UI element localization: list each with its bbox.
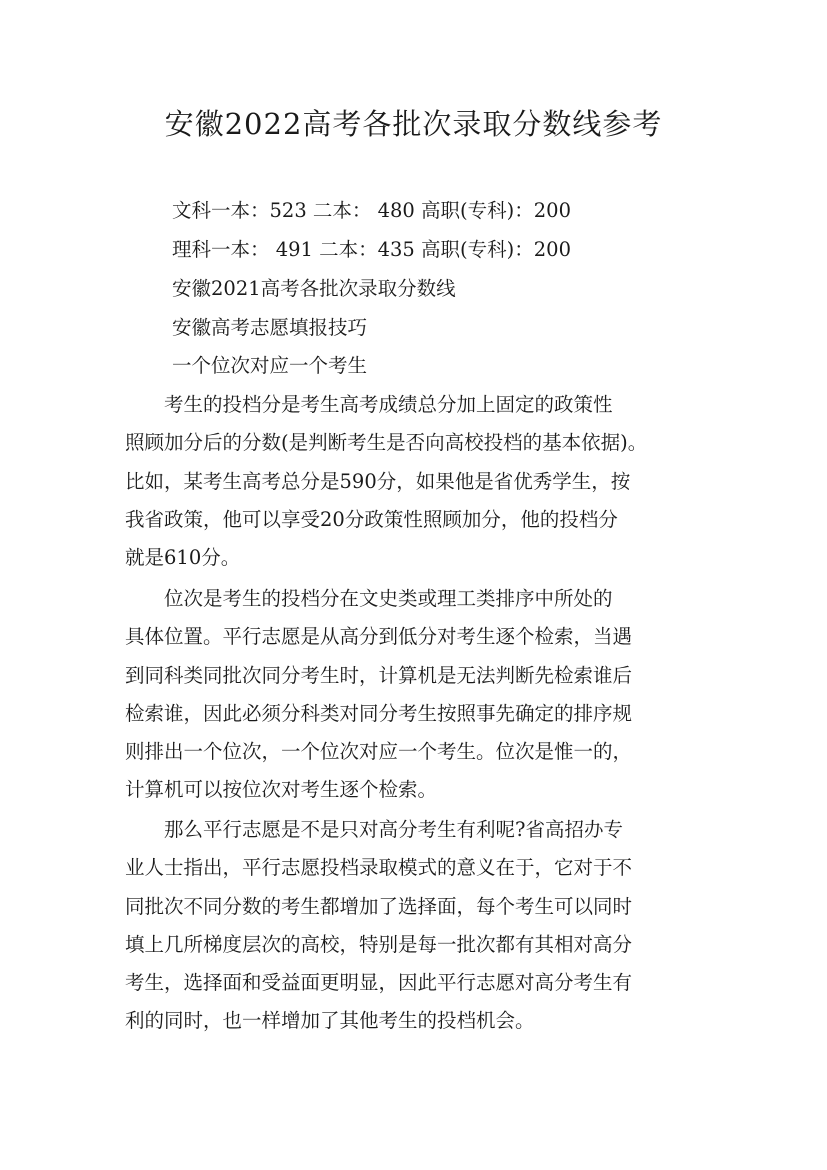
score-line-science: 理科一本： 491 二本：435 高职(专科)：200 [172,238,571,261]
paragraph-parallel-volunteer [125,811,725,1041]
link-line-tips: 安徽高考志愿填报技巧 [172,316,368,339]
paragraph-line: 计算机可以按位次对考生逐个检索。 [125,778,438,802]
paragraph-line: 则排出一个位次，一个位次对应一个考生。位次是惟一的， [125,740,633,764]
paragraph-line: 比如，某考生高考总分是590分，如果他是省优秀学生，按 [125,469,631,493]
paragraph-line: 那么平行志愿是不是只对高分考生有利呢?省高招办专 [125,818,623,841]
paragraph-line: 检索谁，因此必须分科类对同分考生按照事先确定的排序规 [125,701,633,725]
paragraph-line: 利的同时，也一样增加了其他考生的投档机会。 [125,1009,535,1033]
paragraph-line: 填上几所梯度层次的高校，特别是每一批次都有其相对高分 [125,932,633,956]
paragraph-line: 同批次不同分数的考生都增加了选择面，每个考生可以同时 [125,894,633,918]
paragraph-tou-dang-score [125,386,725,577]
paragraph-line: 照顾加分后的分数(是判断考生是否向高校投档的基本依据)。 [125,431,648,455]
link-line-2021-scores: 安徽2021高考各批次录取分数线 [172,277,456,300]
paragraph-line: 到同科类同批次同分考生时，计算机是无法判断先检索谁后 [125,663,633,687]
paragraph-rank-explanation [125,580,725,810]
document-title: 安徽2022高考各批次录取分数线参考 [164,107,663,141]
paragraph-line: 就是610分。 [125,546,241,570]
paragraph-line: 具体位置。平行志愿是从高分到低分对考生逐个检索，当遇 [125,625,633,649]
paragraph-line: 考生的投档分是考生高考成绩总分加上固定的政策性 [125,393,613,416]
paragraph-line: 考生，选择面和受益面更明显，因此平行志愿对高分考生有 [125,971,633,995]
paragraph-line: 位次是考生的投档分在文史类或理工类排序中所处的 [125,587,613,610]
paragraph-line: 我省政策，他可以享受20分政策性照顾加分，他的投档分 [125,507,618,531]
paragraph-line: 业人士指出，平行志愿投档录取模式的意义在于，它对于不 [125,856,633,880]
section-heading-rank: 一个位次对应一个考生 [172,354,368,377]
score-line-liberal-arts: 文科一本：523 二本： 480 高职(专科)：200 [172,199,571,222]
